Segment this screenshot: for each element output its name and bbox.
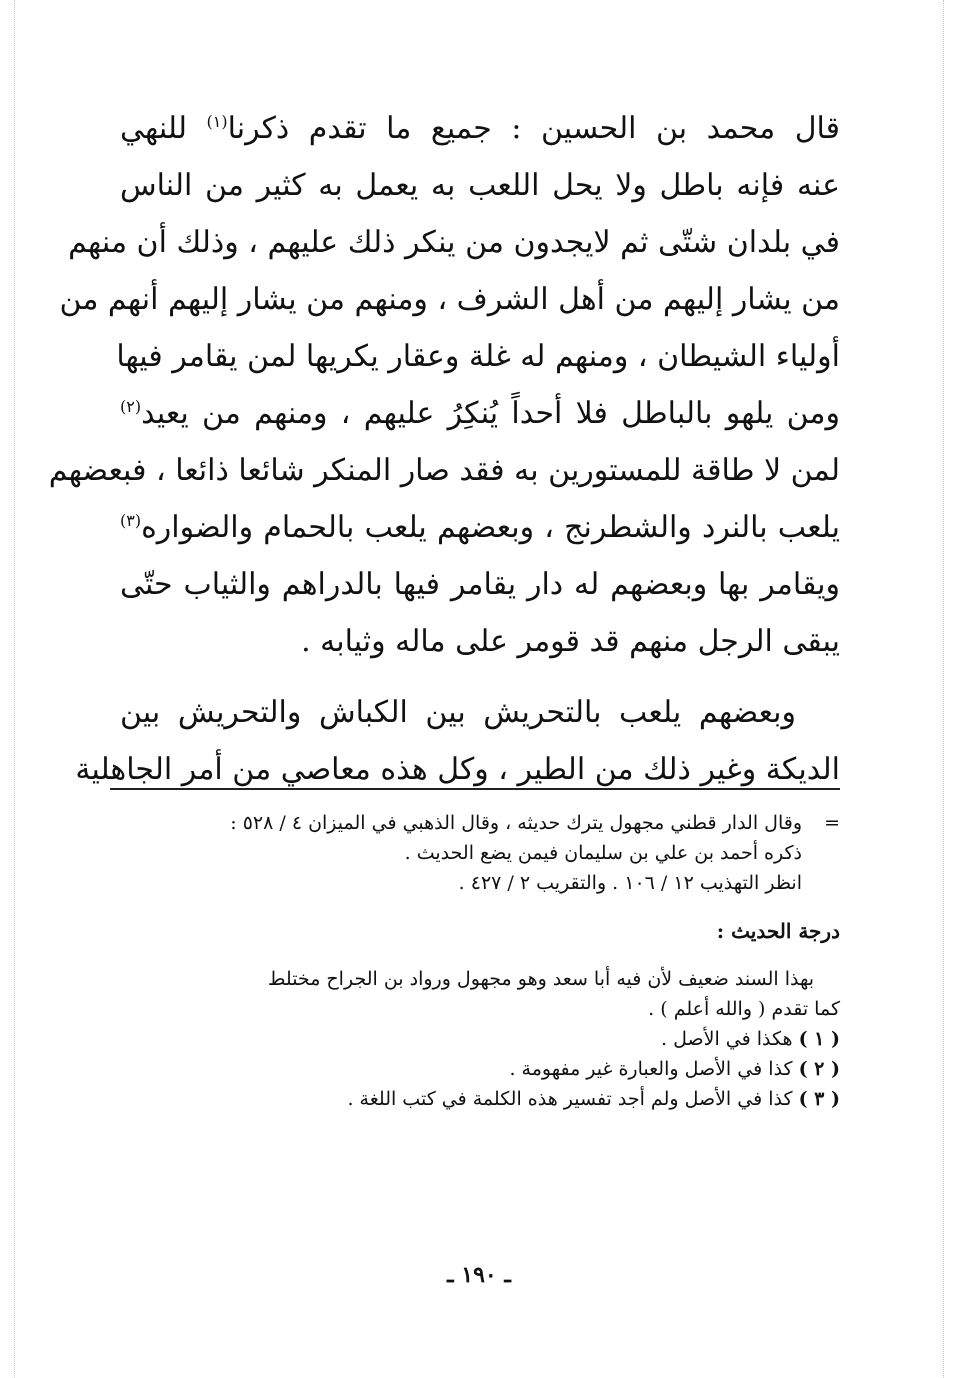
main-line-12: الديكة وغير ذلك من الطير ، وكل هذه معاصي من أمر الجاهلية xyxy=(75,752,840,787)
note-continued-text-1: وقال الدار قطني مجهول يترك حديثه ، وقال الذهبي في الميزان ٤ / ٥٢٨ : xyxy=(230,812,802,834)
footnote-3-text: كذا في الأصل ولم أجد تفسير هذه الكلمة في كتب اللغة . xyxy=(347,1088,793,1110)
footnote-ref-1: (١) xyxy=(206,112,228,131)
footnote-2 xyxy=(110,1054,840,1084)
page-number: ـ ١٩٠ ـ xyxy=(447,1262,511,1288)
footnote-1-number: ( ١ ) xyxy=(798,1028,840,1050)
scan-edge-left xyxy=(14,0,15,1378)
footnote-1 xyxy=(110,1024,840,1054)
footnote-separator xyxy=(110,788,840,790)
footnotes-block xyxy=(110,808,840,1114)
main-line-1 xyxy=(120,100,840,157)
footnote-ref-2: (٢) xyxy=(120,397,142,416)
note-continued-line-2: ذكره أحمد بن علي بن سليمان فيمن يضع الحديث . xyxy=(404,842,802,864)
scan-edge-right xyxy=(943,0,944,1378)
main-line-10: يبقى الرجل منهم قد قومر على ماله وثيابه . xyxy=(301,624,840,659)
main-line-11-text: وبعضهم يلعب بالتحريش بين الكباش والتحريش بين xyxy=(120,695,796,730)
footnote-2-number: ( ٢ ) xyxy=(798,1058,840,1080)
main-line-3: في بلدان شتّى ثم لايجدون من ينكر ذلك عليهم ، وذلك أن منهم xyxy=(68,225,840,260)
main-line-8 xyxy=(120,499,840,556)
footnote-3 xyxy=(110,1084,840,1114)
main-line-6 xyxy=(120,385,840,442)
grade-line-1: بهذا السند ضعيف لأن فيه أبا سعد وهو مجهول ورواد بن الجراح مختلط xyxy=(267,968,814,990)
note-continued-line-3: انظر التهذيب ١٢ / ١٠٦ . والتقريب ٢ / ٤٢٧ . xyxy=(458,872,802,894)
footnote-2-text: كذا في الأصل والعبارة غير مفهومة . xyxy=(509,1058,793,1080)
main-line-2: عنه فإنه باطل ولا يحل اللعب به يعمل به كثير من الناس xyxy=(120,168,840,203)
main-line-4: من يشار إليهم من أهل الشرف ، ومنهم من يشار إليهم أنهم من xyxy=(59,282,840,317)
footnote-3-number: ( ٣ ) xyxy=(798,1088,840,1110)
main-line-6-text: ومن يلهو بالباطل فلا أحداً يُنكِرُ عليهم ، ومنهم من يعيد xyxy=(141,396,840,431)
footnote-1-text: هكذا في الأصل . xyxy=(661,1028,793,1050)
main-line-1-text: قال محمد بن الحسين : جميع ما تقدم ذكرنا xyxy=(227,111,840,146)
paragraph-gap xyxy=(120,670,840,684)
main-line-8-text: يلعب بالنرد والشطرنج ، وبعضهم يلعب بالحمام والضواره xyxy=(141,510,840,545)
grade-heading: درجة الحديث : xyxy=(716,919,840,943)
continuation-marker: = xyxy=(824,812,840,834)
main-line-11 xyxy=(120,684,840,741)
main-line-5: أولياء الشيطان ، ومنهم له غلة وعقار يكريها لمن يقامر فيها xyxy=(116,339,840,374)
main-line-9: ويقامر بها وبعضهم له دار يقامر فيها بالدراهم والثياب حتّى xyxy=(120,567,840,602)
note-continued-line-1 xyxy=(110,808,840,838)
footnote-ref-3: (٣) xyxy=(120,511,142,530)
grade-line-2: كما تقدم ( والله أعلم ) . xyxy=(648,998,840,1020)
main-line-7: لمن لا طاقة للمستورين به فقد صار المنكر شائعا ذائعا ، فبعضهم xyxy=(48,453,840,488)
main-text-block xyxy=(48,100,840,798)
main-line-1-end: للنهي xyxy=(120,111,187,146)
